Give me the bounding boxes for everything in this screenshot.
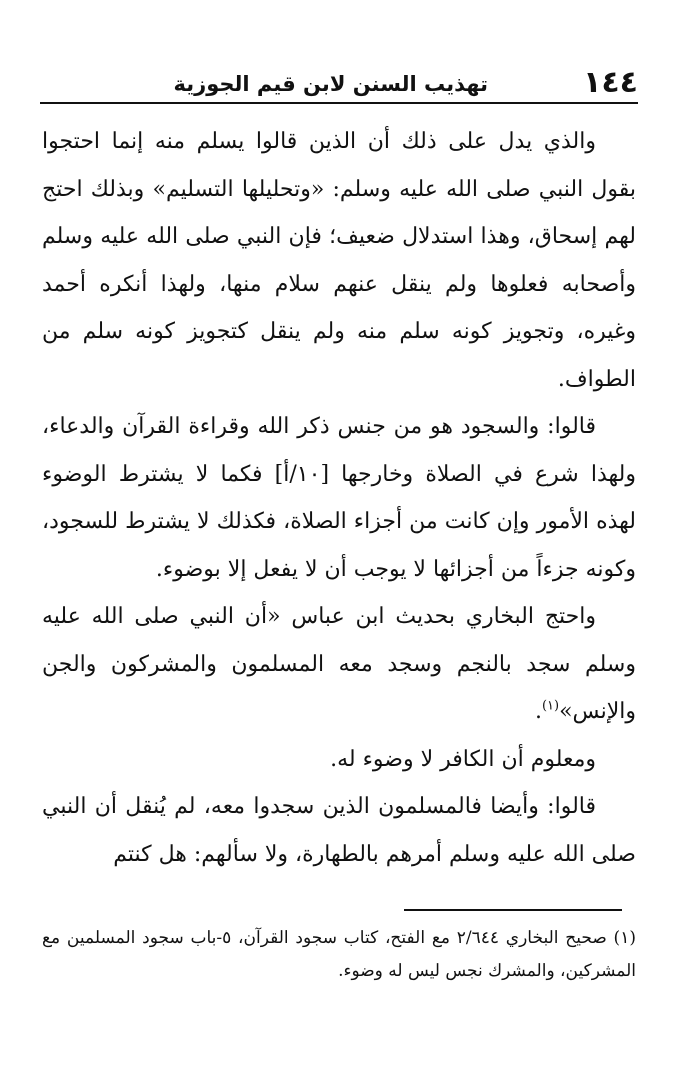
page-number: ١٤٤ — [583, 65, 638, 100]
paragraph-5: قالوا: وأيضا فالمسلمون الذين سجدوا معه، لم يُنقل أن النبي صلى الله عليه وسلم أمرهم بالطهارة، ولا سألهم: هل كنتم — [42, 794, 636, 867]
footnote-reference: (١) — [541, 698, 560, 714]
paragraph-3-end: . — [534, 699, 542, 724]
paragraph-3 — [42, 593, 636, 736]
paragraph-3-text: واحتج البخاري بحديث ابن عباس «أن النبي صلى الله عليه وسلم سجد بالنجم وسجد معه المسلمون والمشركون والجن والإنس» — [42, 604, 636, 724]
paragraph-4: ومعلوم أن الكافر لا وضوء له. — [330, 746, 596, 772]
footnote-1: (١) صحيح البخاري ٢/٦٤٤ مع الفتح، كتاب سجود القرآن، ٥-باب سجود المسلمين مع المشركين، والمشرك نجس ليس له وضوء. — [42, 928, 636, 981]
header-rule — [40, 102, 638, 104]
running-title: تهذيب السنن لابن قيم الجوزية — [173, 72, 488, 96]
page-header — [40, 64, 638, 104]
main-text — [42, 118, 636, 878]
paragraph-2: قالوا: والسجود هو من جنس ذكر الله وقراءة القرآن والدعاء، ولهذا شرع في الصلاة وخارجها [١٠/أ] فكما لا يشترط الوضوء لهذه الأمور وإن كانت من أجزاء الصلاة، فكذلك لا يشترط للسجود، وكونه جزءاً من أجزائها لا يوجب أن لا يفعل إلا بوضوء. — [42, 414, 636, 582]
footnote-separator — [404, 909, 622, 911]
paragraph-1: والذي يدل على ذلك أن الذين قالوا يسلم منه إنما احتجوا بقول النبي صلى الله عليه وسلم: «وتحليلها التسليم» وبذلك احتج لهم إسحاق، وهذا استدلال ضعيف؛ فإن النبي صلى الله عليه وسلم وأصحابه فعلوها ولم ينقل عنهم سلام منها، ولهذا أنكره أحمد وغيره، وتجويز كونه سلم منه ولم ينقل كتجويز كونه سلم من الطواف. — [42, 129, 636, 392]
footnotes — [42, 922, 636, 988]
